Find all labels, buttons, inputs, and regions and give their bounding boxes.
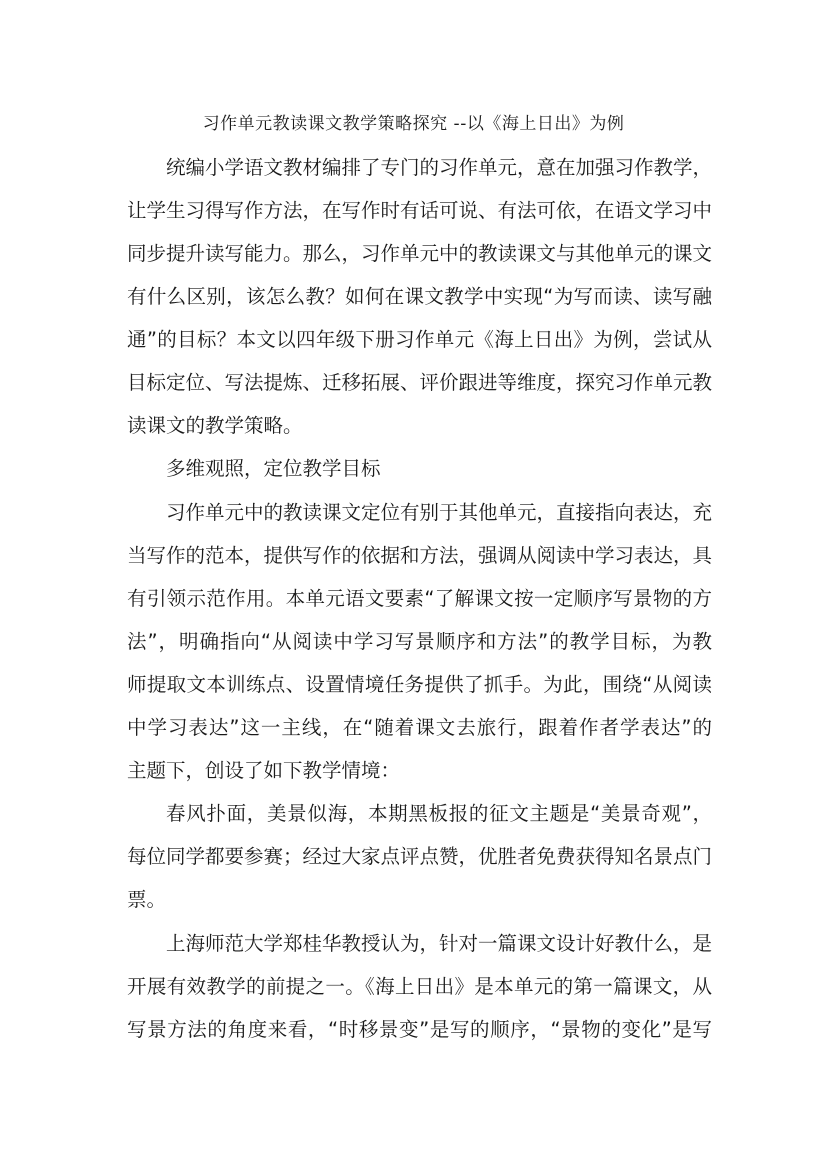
- paragraph-line: 春风扑面，美景似海，本期黑板报的征文主题是“美景奇观”，: [166, 802, 712, 825]
- document-title: 习作单元教读课文教学策略探究 --以《海上日出》为例: [202, 114, 625, 134]
- paragraph-line: 有引领示范作用。本单元语文要素“了解课文按一定顺序写景物的方: [127, 587, 712, 610]
- paragraph-line: 票。: [127, 888, 167, 911]
- paragraph-line: 目标定位、写法提炼、迁移拓展、评价跟进等维度，探究习作单元教: [127, 371, 713, 394]
- paragraph-line: 写景方法的角度来看，“时移景变”是写的顺序，“景物的变化”是写: [127, 1018, 712, 1041]
- paragraph-line: 每位同学都要参赛；经过大家点评点赞，优胜者免费获得知名景点门: [127, 845, 713, 868]
- paragraph-line: 开展有效教学的前提之一。《海上日出》是本单元的第一篇课文，从: [127, 975, 712, 998]
- paragraph-line: 主题下，创设了如下教学情境：: [127, 759, 401, 782]
- paragraph-line: 当写作的范本，提供写作的依据和方法，强调从阅读中学习表达，具: [127, 544, 713, 567]
- paragraph-line: 习作单元中的教读课文定位有别于其他单元，直接指向表达，充: [166, 501, 713, 524]
- paragraph-line: 上海师范大学郑桂华教授认为，针对一篇课文设计好教什么，是: [166, 932, 713, 955]
- paragraph-line: 同步提升读写能力。那么，习作单元中的教读课文与其他单元的课文: [127, 242, 713, 265]
- section-heading: 多维观照，定位教学目标: [166, 457, 381, 480]
- paragraph-line: 法”，明确指向“从阅读中学习写景顺序和方法”的教学目标，为教: [127, 630, 712, 653]
- paragraph-line: 中学习表达”这一主线，在“随着课文去旅行，跟着作者学表达”的: [127, 716, 712, 739]
- paragraph-line: 有什么区别，该怎么教？如何在课文教学中实现“为写而读、读写融: [127, 285, 712, 308]
- paragraph-line: 师提取文本训练点、设置情境任务提供了抓手。为此，围绕“从阅读: [127, 673, 712, 696]
- paragraph-line: 统编小学语文教材编排了专门的习作单元，意在加强习作教学，: [166, 156, 713, 179]
- paragraph-line: 通”的目标？本文以四年级下册习作单元《海上日出》为例，尝试从: [127, 328, 712, 351]
- paragraph-line: 读课文的教学策略。: [127, 414, 303, 437]
- paragraph-line: 让学生习得写作方法，在写作时有话可说、有法可依，在语文学习中: [127, 199, 713, 222]
